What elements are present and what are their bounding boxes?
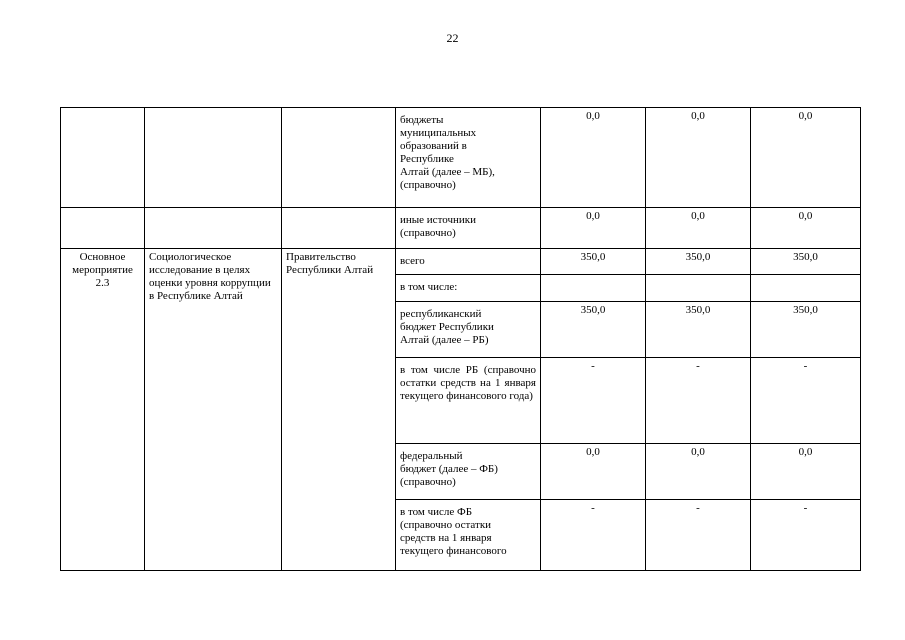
event-description-cell: Социологическое исследование в целях оценки уровня коррупции в Республике Алтай <box>145 249 282 571</box>
event-executor-cell: Правительство Республики Алтай <box>282 249 396 571</box>
value-cell: 0,0 <box>541 108 646 208</box>
table-row <box>61 249 861 275</box>
empty-cell <box>145 208 282 249</box>
empty-cell <box>282 108 396 208</box>
value-cell <box>541 275 646 302</box>
value-cell: 0,0 <box>541 444 646 500</box>
value-cell: 0,0 <box>646 444 751 500</box>
empty-cell <box>61 108 145 208</box>
event-label-cell: Основное мероприятие 2.3 <box>61 249 145 571</box>
value-cell: 350,0 <box>751 302 861 358</box>
funding-source-cell: всего <box>396 249 541 275</box>
value-cell <box>751 275 861 302</box>
value-cell: 0,0 <box>646 108 751 208</box>
value-cell: 350,0 <box>646 249 751 275</box>
page-number: 22 <box>446 31 459 45</box>
funding-source-cell: в том числе: <box>396 275 541 302</box>
funding-source-cell: бюджеты муниципальных образований в Республике Алтай (далее – МБ), (справочно) <box>396 108 541 208</box>
funding-table <box>60 107 861 571</box>
value-cell: - <box>751 500 861 571</box>
funding-source-cell: в том числе ФБ (справочно остатки средств на 1 января текущего финансового <box>396 500 541 571</box>
funding-source-cell: иные источники (справочно) <box>396 208 541 249</box>
value-cell <box>646 275 751 302</box>
value-cell: 350,0 <box>751 249 861 275</box>
empty-cell <box>61 208 145 249</box>
empty-cell <box>282 208 396 249</box>
value-cell: - <box>751 358 861 444</box>
value-cell: - <box>541 358 646 444</box>
empty-cell <box>145 108 282 208</box>
value-cell: - <box>646 500 751 571</box>
value-cell: 0,0 <box>541 208 646 249</box>
value-cell: 0,0 <box>751 108 861 208</box>
value-cell: - <box>541 500 646 571</box>
value-cell: 350,0 <box>541 249 646 275</box>
value-cell: 350,0 <box>646 302 751 358</box>
value-cell: 350,0 <box>541 302 646 358</box>
value-cell: 0,0 <box>751 208 861 249</box>
value-cell: 0,0 <box>646 208 751 249</box>
value-cell: 0,0 <box>751 444 861 500</box>
funding-source-cell: в том числе РБ (справочно остатки средств на 1 января текущего финансового года) <box>396 358 541 444</box>
table-row <box>61 208 861 249</box>
funding-source-cell: республиканский бюджет Республики Алтай (далее – РБ) <box>396 302 541 358</box>
value-cell: - <box>646 358 751 444</box>
table-row <box>61 108 861 208</box>
funding-source-cell: федеральный бюджет (далее – ФБ) (справочно) <box>396 444 541 500</box>
